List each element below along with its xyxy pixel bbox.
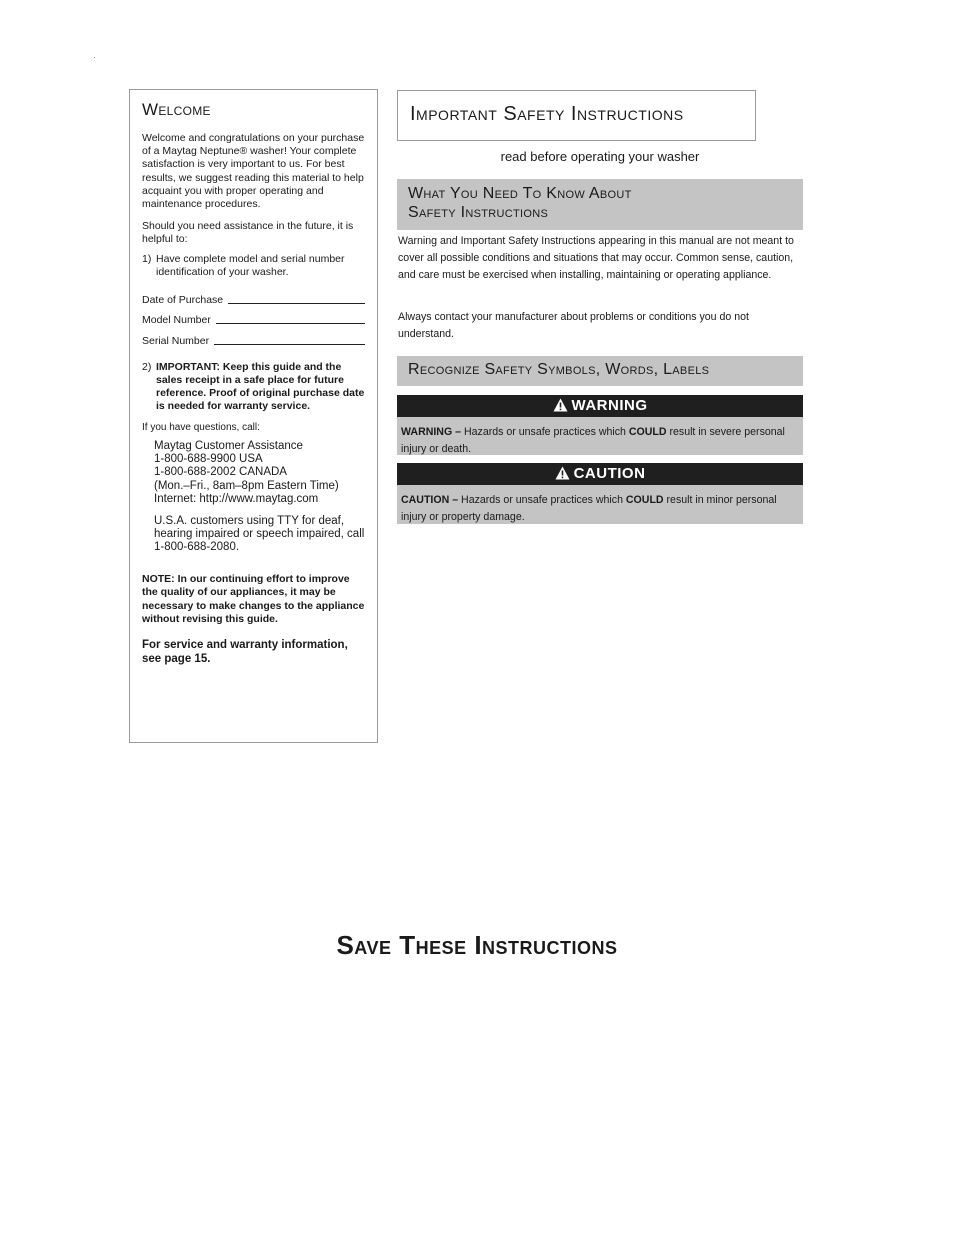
definition-text: Hazards or unsafe practices which xyxy=(458,494,626,506)
caution-label-bar xyxy=(397,463,803,485)
model-number-field[interactable] xyxy=(142,306,365,327)
note-text: NOTE: In our continuing effort to improve the quality of our appliances, it may be necessary to make changes to the appliance without revising this guide. xyxy=(142,572,365,626)
field-label: Serial Number xyxy=(142,334,210,347)
signal-term: CAUTION – xyxy=(401,494,459,506)
welcome-intro: Welcome and congratulations on your purchase of a Maytag Neptune® washer! Your complete satisfaction is very important to us. For best results, we suggest reading this material to help acquaint you with proper operating and maintenance procedures. xyxy=(142,132,365,211)
phone-canada: 1-800-688-2002 CANADA xyxy=(154,466,287,479)
field-line[interactable] xyxy=(214,344,365,345)
contact-paragraph: Always contact your manufacturer about problems or conditions you do not understand. xyxy=(398,311,749,340)
section-heading-recognize: Recognize Safety Symbols, Words, Labels xyxy=(397,356,803,386)
list-number: 2) xyxy=(142,360,152,373)
signal-emphasis: COULD xyxy=(628,426,667,438)
questions-text: If you have questions, call: xyxy=(142,422,260,434)
hours: (Mon.–Fri., 8am–8pm Eastern Time) xyxy=(154,479,339,492)
warning-triangle-icon xyxy=(553,397,568,419)
field-line[interactable] xyxy=(228,303,365,304)
contact-line: Maytag Customer Assistance xyxy=(154,439,303,452)
warning-triangle-icon xyxy=(555,465,570,487)
page-mark xyxy=(94,57,95,58)
list-item-1 xyxy=(142,253,365,279)
tty-info: U.S.A. customers using TTY for deaf, hearing impaired or speech impaired, call 1-800-688-2080. xyxy=(154,514,365,554)
list-item-2 xyxy=(142,361,365,414)
list-number: 1) xyxy=(142,252,152,265)
phone-usa: 1-800-688-9900 USA xyxy=(154,452,263,465)
definition-text: Hazards or unsafe practices which xyxy=(461,426,629,438)
save-instructions-heading: Save These Instructions xyxy=(336,930,618,960)
safety-title: Important Safety Instructions xyxy=(397,90,756,141)
assist-text: Should you need assistance in the future, it is helpful to: xyxy=(142,220,354,246)
serial-number-field[interactable] xyxy=(142,326,365,347)
warning-label-bar xyxy=(397,395,803,417)
field-label: Date of Purchase xyxy=(142,293,224,306)
field-line[interactable] xyxy=(216,323,365,324)
welcome-title: Welcome xyxy=(142,100,211,119)
warning-definition xyxy=(397,417,803,455)
heading-line: Safety Instructions xyxy=(408,204,549,221)
date-of-purchase-field[interactable] xyxy=(142,285,365,306)
safety-subtitle: read before operating your washer xyxy=(500,149,700,164)
definition-text: result in severe personal injury or death. xyxy=(401,426,785,455)
website: Internet: http://www.maytag.com xyxy=(154,493,319,506)
list-text: Have complete model and serial number identification of your washer. xyxy=(156,252,345,278)
important-note: IMPORTANT: Keep this guide and the sales receipt in a safe place for future reference. Proof of original purchase date is needed for warranty service. xyxy=(156,360,365,413)
field-label: Model Number xyxy=(142,314,211,327)
section-heading-know-about xyxy=(397,179,803,230)
caution-label: CAUTION xyxy=(573,465,646,482)
definition-text: result in minor personal injury or property damage. xyxy=(401,494,777,523)
caution-definition xyxy=(397,485,803,524)
warning-label: WARNING xyxy=(571,397,648,414)
heading-line: What You Need To Know About xyxy=(408,185,632,202)
warning-paragraph: Warning and Important Safety Instructions appearing in this manual are not meant to cover all possible conditions and situations that may occur. Common sense, caution, and care must be exercised when installing, maintaining or operating appliance. xyxy=(398,235,794,281)
service-text: For service and warranty information, see page 15. xyxy=(142,639,348,665)
contact-block xyxy=(154,440,365,507)
signal-term: WARNING – xyxy=(401,426,462,438)
signal-emphasis: COULD xyxy=(625,494,664,506)
welcome-panel xyxy=(129,89,378,743)
